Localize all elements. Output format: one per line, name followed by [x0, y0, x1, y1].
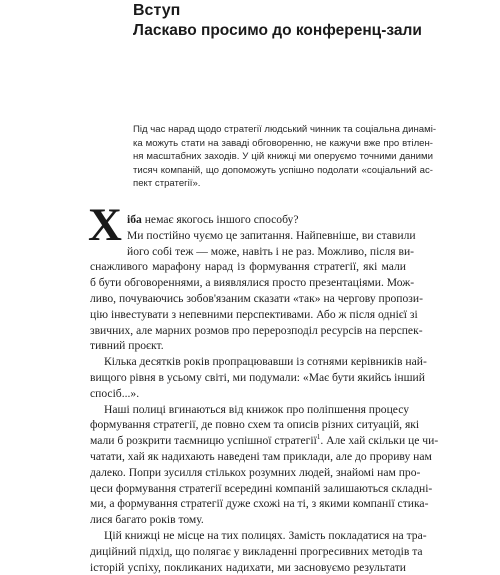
paragraph-line: вищого рівня в усьому світі, ми подумали: «Має бути якийсь інший	[90, 370, 425, 384]
chapter-label: Вступ	[133, 2, 181, 19]
opening-line	[90, 212, 406, 228]
chapter-abstract	[133, 123, 437, 191]
paragraph-line: снажливого марафону нарад із формування стратегії, які мали	[90, 260, 406, 274]
drop-cap: Х	[88, 199, 122, 251]
paragraph-line-text: . Але хай скільки це чи-	[320, 434, 439, 448]
abstract-line: Під час нарад щодо стратегії людський чинник та соціальна динамі-	[133, 124, 437, 135]
paragraph-line: б бути обговореннями, а виявлялися просто презентаціями. Мож-	[90, 276, 415, 290]
body-text	[90, 212, 439, 575]
paragraph-line: Цій книжці не місце на тих полицях. Замість покладатися на тра-	[104, 528, 427, 542]
abstract-line: ка можуть стати на заваді обговоренню, не кажучи вже про втілен-	[133, 137, 433, 149]
paragraph-line: тивний проєкт.	[90, 339, 164, 353]
chapter-title: Ласкаво просимо до конференц-зали	[133, 22, 422, 39]
paragraph-line: ми, а формування стратегії дуже схожі на ті, з якими компанії стика-	[90, 497, 429, 511]
paragraph-line: далеко. Попри зусилля стількох розумних людей, знайомі нам про-	[90, 465, 421, 479]
opening-bold-word: іба	[127, 213, 142, 226]
paragraph-line: Кілька десятків років пропрацювавши із сотнями керівників най-	[104, 355, 427, 369]
paragraph-line: його собі теж — може, навіть і не раз. Можливо, після ви-	[127, 244, 415, 258]
paragraph-line: лися багато років тому.	[90, 513, 204, 527]
paragraph-line: диційний підхід, що полягає у викладенні прогресивних методів та	[90, 544, 423, 558]
paragraph-line: історій успіху, покликаних надихати, ми засновуємо результати	[90, 560, 406, 574]
paragraph-line-text: мали б розкрити таємницю успішної стратегії	[90, 434, 317, 448]
paragraph-line: Наші полиці вгинаються від книжок про поліпшення процесу	[104, 402, 410, 416]
paragraph-line: формування стратегії, де повно схем та описів різних ситуацій, які	[90, 418, 420, 432]
paragraph-line: цеси формування стратегії всередині компаній залишаються складні-	[90, 481, 433, 495]
abstract-line: пект стратегії».	[133, 178, 201, 189]
paragraph-line	[90, 433, 439, 449]
paragraph-line: спосіб...».	[90, 386, 140, 400]
abstract-line: тисяч компаній, що допоможуть успішно подолати «соціальний ас-	[133, 164, 433, 176]
paragraph-line: ливо, почуваючись зобов'язаним сказати «так» на чергову пропози-	[90, 291, 423, 305]
paragraph-line: звичних, але марних розмов про перерозподіл ресурсів на перспек-	[90, 323, 423, 337]
paragraph-line: Ми постійно чуємо це запитання. Найпевніше, ви ставили	[127, 228, 416, 242]
paragraph-line: цію інвестувати з непевними перспективами. Або ж після однієї зі	[90, 307, 418, 321]
paragraph-line: чатати, хай як надихають наведені там приклади, але до прориву нам	[90, 449, 432, 463]
abstract-line: ня масштабних заходів. У цій книжці ми оперуємо точними даними	[133, 151, 433, 162]
footnote-marker[interactable]: 1	[316, 433, 321, 442]
opening-line-text: немає якогось іншого способу?	[141, 213, 299, 226]
